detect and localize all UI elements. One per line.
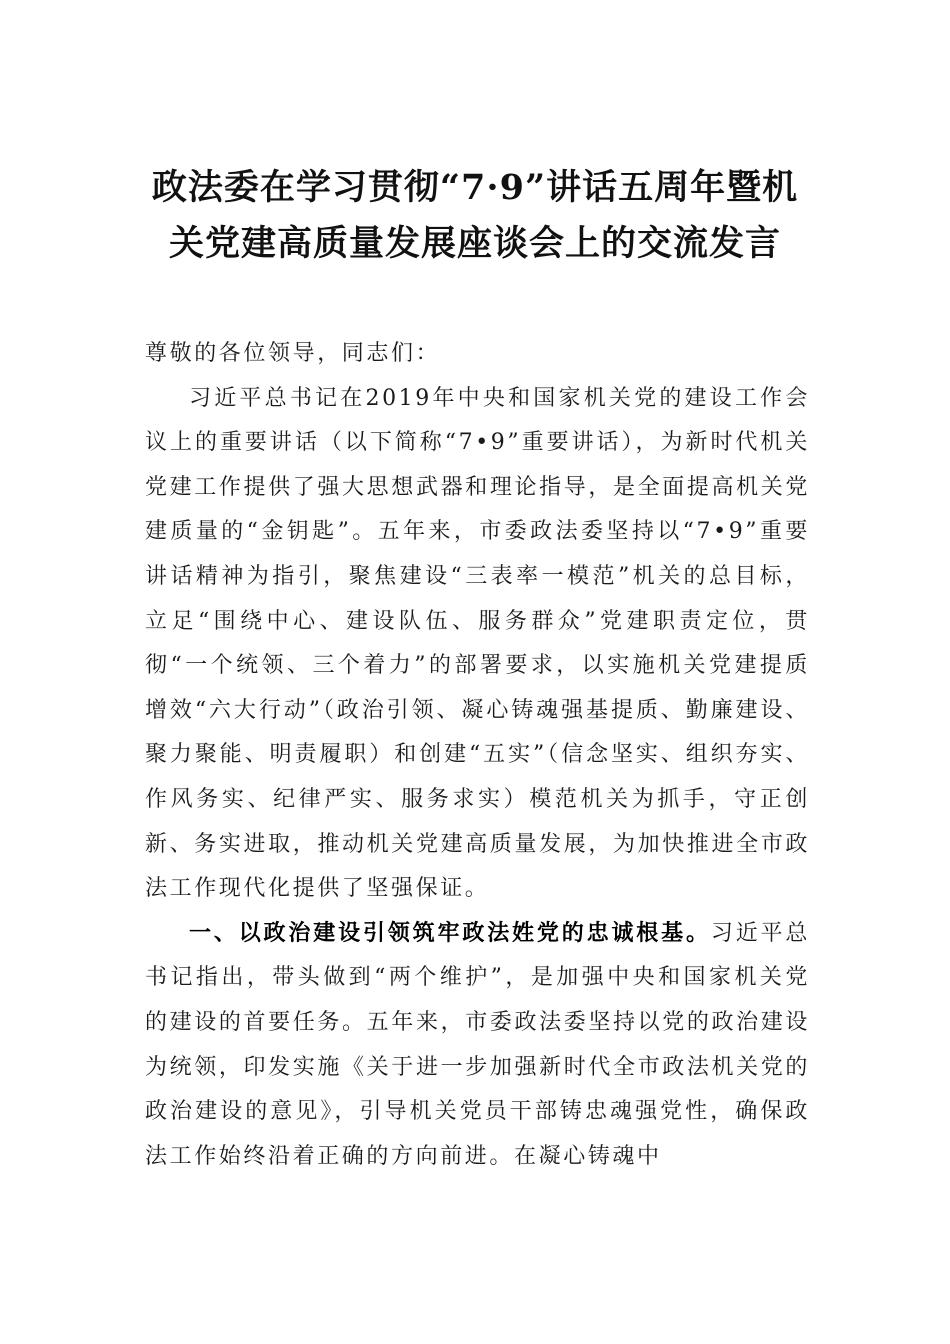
- document-body: [145, 332, 810, 1179]
- paragraph-intro: 习近平总书记在2019年中央和国家机关党的建设工作会议上的重要讲话（以下简称“7•9”重要讲话），为新时代机关党建工作提供了强大思想武器和理论指导，是全面提高机关党建质量的“金钥匙”。五年来，市委政法委坚持以“7•9”重要讲话精神为指引，聚焦建设“三表率一模范”机关的总目标，立足“围绕中心、建设队伍、服务群众”党建职责定位，贯彻“一个统领、三个着力”的部署要求，以实施机关党建提质增效“六大行动”（政治引领、凝心铸魂强基提质、勤廉建设、聚力聚能、明责履职）和创建“五实”（信念坚实、组织夯实、作风务实、纪律严实、服务求实）模范机关为抓手，守正创新、务实进取，推动机关党建高质量发展，为加快推进全市政法工作现代化提供了坚强保证。: [145, 385, 810, 902]
- salutation: 尊敬的各位领导，同志们：: [145, 341, 441, 366]
- section-1-text: 习近平总书记指出，带头做到“两个维护”，是加强中央和国家机关党的建设的首要任务。五年来，市委政法委坚持以党的政治建设为统领，印发实施《关于进一步加强新时代全市政法机关党的政治建设的意见》，引导机关党员干部铸忠魂强党性，确保政法工作始终沿着正确的方向前进。在凝心铸魂中: [145, 920, 810, 1169]
- document-title: [140, 160, 810, 272]
- title-line-1: 政法委在学习贯彻“7·9”讲话五周年暨机: [151, 167, 799, 208]
- title-line-2: 关党建高质量发展座谈会上的交流发言: [168, 223, 781, 264]
- section-1-heading: 一、以政治建设引领筑牢政法姓党的忠诚根基。: [189, 920, 711, 946]
- paragraph-section-1: [145, 912, 810, 1180]
